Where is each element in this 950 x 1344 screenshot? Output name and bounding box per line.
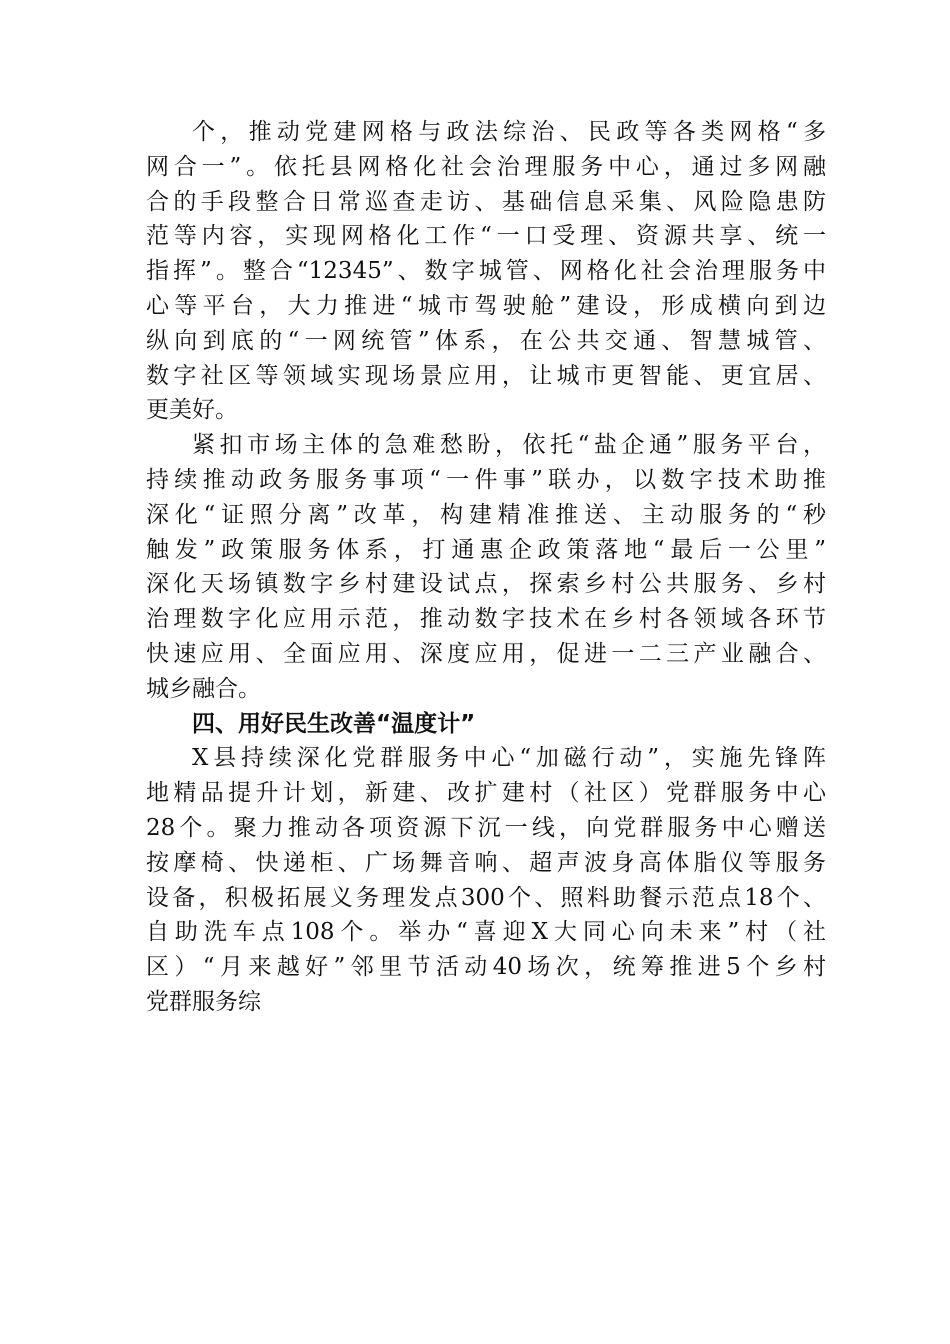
- paragraph-line: 设备，积极拓展义务理发点300个、照料助餐示范点18个、: [146, 884, 826, 911]
- paragraph-line: 28个。聚力推动各项资源下沉一线，向党群服务中心赠送: [146, 814, 826, 841]
- paragraph-line: 心等平台，大力推进“城市驾驶舱”建设，形成横向到边: [146, 292, 826, 319]
- paragraph-line: 紧扣市场主体的急难愁盼，依托“盐企通”服务平台，: [192, 432, 826, 459]
- paragraph-line: 指挥”。整合“12345”、数字城管、网格化社会治理服务中: [146, 258, 826, 285]
- paragraph-line: 党群服务综: [146, 988, 261, 1015]
- paragraph-line: 范等内容，实现网格化工作“一口受理、资源共享、统一: [146, 223, 826, 250]
- body-text: [146, 115, 826, 1020]
- paragraph-line: X县持续深化党群服务中心“加磁行动”，实施先锋阵: [192, 745, 826, 772]
- paragraph-line: 区）“月来越好”邻里节活动40场次，统筹推进5个乡村: [146, 954, 826, 981]
- paragraph-line: 纵向到底的“一网统管”体系，在公共交通、智慧城管、: [146, 327, 826, 354]
- paragraph-line: 地精品提升计划，新建、改扩建村（社区）党群服务中心: [146, 780, 826, 807]
- paragraph-line: 触发”政策服务体系，打通惠企政策落地“最后一公里”: [146, 536, 826, 563]
- paragraph-line: 快速应用、全面应用、深度应用，促进一二三产业融合、: [146, 640, 826, 667]
- paragraph-line: 个，推动党建网格与政法综治、民政等各类网格“多: [192, 119, 826, 145]
- paragraph-line: 治理数字化应用示范，推动数字技术在乡村各领域各环节: [146, 606, 826, 633]
- paragraph-line: 按摩椅、快递柜、广场舞音响、超声波身高体脂仪等服务: [146, 849, 826, 876]
- paragraph-line: 网合一”。依托县网格化社会治理服务中心，通过多网融: [146, 153, 826, 180]
- paragraph-line: 自助洗车点108个。举办“喜迎X大同心向未来”村（社: [146, 919, 826, 946]
- section-heading: 四、用好民生改善“温度计”: [192, 710, 476, 737]
- paragraph-line: 合的手段整合日常巡查走访、基础信息采集、风险隐患防: [146, 188, 826, 215]
- paragraph-line: 更美好。: [146, 397, 238, 424]
- paragraph-line: 深化天场镇数字乡村建设试点，探索乡村公共服务、乡村: [146, 571, 826, 598]
- paragraph-line: 深化“证照分离”改革，构建精准推送、主动服务的“秒: [146, 501, 826, 528]
- paragraph-line: 城乡融合。: [146, 675, 261, 702]
- paragraph-line: 数字社区等领域实现场景应用，让城市更智能、更宜居、: [146, 362, 826, 389]
- paragraph-line: 持续推动政务服务事项“一件事”联办，以数字技术助推: [146, 466, 826, 493]
